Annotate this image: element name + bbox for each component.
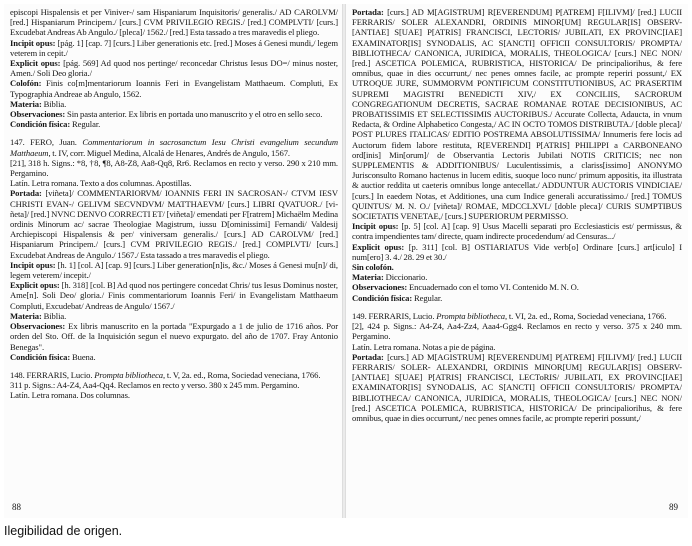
left-page-text [10, 7, 338, 401]
entry-148-incipit: Incipit opus: [p. 5] [col. A] [cap. 9] Usus Macelli separati pro Ecclesiasticis est/ permissus, & contra impendientes tam/ directe, quam indirecte procedendum/ ad Censuras.../ [352, 221, 682, 242]
entry-146-materia: Materia: Biblia. [10, 98, 67, 109]
entry-146-incipit: Incipit opus: [pág. 1] [cap. 7] [curs.] Liber generationis etc. [red.] Moses á Genesi mundi,/ legem veterem in cepit./ [10, 37, 338, 58]
entry-147-heading: 147. FERO, Juan. Commentariorum in sacrosanctum Iesu Christi evangelium secundum Matthaeum, t. IV, corr. Miguel Medina, Alcalá de Henares, Andrés de Angulo, 1567. [10, 137, 338, 158]
entry-149-letter: Latín. Letra romana. Notas a pie de página. [352, 341, 496, 352]
entry-149-signs: [2], 424 p. Signs.: A4-Z4, Aa4-Zz4, Aaa4-Ggg4. Reclamos en recto y verso. 375 x 240 mm. Pergamino. [352, 321, 682, 342]
entry-147-portada: Portada: [viñeta]/ COMMENTARIORVM/ IOANNIS FERI IN SACROSAN-/ CTVM IESV CHRISTI EVAN-/ GELIVM SECVNDVM/ MATTHAEVM/ [curs.] LIBRI QVATUOR./ [vi-ñeta]/ [red.] NVNC DENVO CORRECTI ET/ [viñeta]/ emendati per F[ratrem] Michaëlm Medina ordinis Minorum ac/ sacrae Theologiae Magistrum, iussu D[ominissimi] Fernandi/ Valdesij Archiepiscopi Hispalensis & per/ viniversam generalis./ [curs.] AD CAROLVM/ [red.] Hispaniarum Principem./ [curs.] CVM PRIVILEGIO REGIS./ [red.] COMPLVTI/ [curs.] Excudebat Andreas de Angulo./ 1567./ Esta tassado a tres maravedis el pliego. [10, 188, 338, 260]
left-page [4, 4, 342, 518]
entry-148-materia: Materia: Diccionario. [352, 272, 428, 283]
right-page [346, 4, 688, 518]
entry-148-condicion: Condición física: Regular. [352, 292, 443, 303]
footer-note: Ilegibilidad de origen. [4, 524, 123, 538]
entry-147-observaciones: Observaciones: Ex libris manuscrito en la portada "Expurgado a 1 de julio de 1716 años. Por orden del Sto. Off. de la Inquisición segun el nuevo expurgato. del año de 1707. Fray Antonio Benegas". [10, 321, 338, 352]
entry-149-heading: 149. FERRARIS, Lucio. Prompta bibliotheca, t. VI, 2a. ed., Roma, Sociedad veneciana, 1766. [352, 310, 667, 321]
entry-146-observaciones: Observaciones: Sin pasta anterior. Ex libris en portada uno manuscrito y el otro en sello seco. [10, 109, 323, 120]
entry-147-materia: Materia: Biblia. [10, 310, 67, 321]
entry-148-portada: Portada: [curs.] AD M[AGISTRUM] R[EVERENDUM] P[ATREM] F[ILIVM]/ [red.] LUCII FERRARIS/ SOLER ALEXANDRI, ORDINIS MINOR[UM] REGULAR[IS] OBSERV-[ANTIAE] S[UAE] P[ATRIS] FRANCISCI, LECTORIS/ JUBILATI, EX PROVINC[IAE] EXAMINATOR[IS] SYNODALIS, AC S[ANCTI] OFFICII CONSULTORIS/ PROMPTA/ BIBLIOTHECA/ CANONICA, JURIDICA, MORALIS, THEOLOGICA/ [curs.] NEC NON/ [red.] ASCETICA POLEMICA, RUBRISTICA, HISTORICA/ De principaliorihus, & fere omnibus, quae in dies occurrunt,/ nec penes omnes facile, ac prompte reperiri possunt,/ EX UTROQUE JURE, SUMMORVM PONTIFICUM CONSTITUTIONIBUS, AC PRASERTIM SUPREMI MAGISTRI BENEDICTI XIV,/ EX CONCILIIS, SACRORUM CONGREGATIONUM DECRETIS, SACRAE ROMANAE ROTAE DECISIONIBUS, AC PROBATISSIMIS ET SELECTISSIMIS AUCTORIBUS./ Accurate Collecta, Adaucta, in vnum Redacta, & Ordine Alphabetico Congesta,/ AC IN OCTO TOMOS DISTRIBUTA./ [doble pleca]/ POST PLURES ITALICAS/ EDITIO POSTREMA ABSOLUTISSIMA/ Innumeris fere locis ad Auctorum fidem labore restituta, R[EVERENDI] P[ATRIS] PHILIPPI a CARBONEANO ord[inis] Min[orum]/ de Observantia Lectoris Jubilati NOTIS CRITICIS; nec non SUPPLEMENTIS & ADDITIONIBUS/ Luculentissimis, a clariss[issimo] ANONYMO Jurisconsulto Romano hactenus in lucem editis, suoque loco nunc/ primum appositis, ita illustrata & auctior reddita ut caeteris omnibus longe antecellat./ ADDUNTUR AUCTORIS VINDICIAE/ [curs.] In eaedem Notas, et Additiones, una cum Indice generali accuratissimo./ [red.] TOMUS QUINTUS/ M. N. O./ [viñeta]/ ROMAE, MDCCLXVI./ [doble pleca]/ CURIS SUMPTIBUS SOCIETATIS VENETAE,/ [curs.] SUPERIORUM PERMISSO. [352, 7, 682, 222]
entry-148-heading: 148. FERRARIS, Lucio. Prompta bibliotheca, t. V, 2a. ed., Roma, Sociedad veneciana, 1766. [10, 369, 321, 380]
entry-148-letter: Latín. Letra romana. Dos columnas. [10, 390, 130, 401]
entry-146-portada-tail: episcopi Hispalensis et per Viniver-/ sam Hispaniarum Inquisitoris/ generalis./ AD CAROLVM/ [red.] Hispaniarum Principem./ [curs.] CVM PRIVILEGIO REGIS./ [red.] COMPLVTI/ [curs.] Excudebat Andreas Ab Angulo./ [pleca]/ 1562./ [red.] Esta tassado a tres maravedis el pliego. [10, 7, 338, 38]
entry-147-signs: [21], 318 h. Signs.: *8, †8, ¶8, A8-Z8, Aa8-Qq8, Rr6. Reclamos en recto y verso. 290 x 210 mm. Pergamino. [10, 157, 338, 179]
page-number-left: 88 [12, 502, 21, 512]
entry-146-explicit: Explicit opus: [pág. 569] Ad quod nos pertinge/ reconcedar Christus Iesus DO=/ minus noster, Amen./ Soli Deo gloria./ [10, 58, 338, 79]
entry-146-colophon: Colofón: Finis co[m]mentariorum Ioannis Feri in Evangelistam Matthaeum. Compluti, Ex Typographia Andreae ab Angulo, 1562. [10, 78, 338, 99]
entry-148-signs: 311 p. Signs.: A4-Z4, Aa4-Qq4. Reclamos en recto y verso. 380 x 245 mm. Pergamino. [10, 380, 300, 391]
entry-148-explicit: Explicit opus: [p. 311] [col. B] OSTIARIATUS Vide verb[o] Ordinare [curs.] art[iculo] I num[ero] 3. 4./ 28. 29 et 30./ [352, 241, 682, 262]
entry-147-condicion: Condición física: Buena. [10, 351, 96, 362]
entry-148-colophon: Sin colofón. [352, 262, 394, 273]
entry-149-portada: Portada: [curs.] AD M[AGISTRUM] R[EVERENDUM] P[ATREM] F[ILIVM]/ [red.] LUCII FERRARIS/ SOLER- ALEXANDRI, ORDINIS MINOR[UM] REGULAR[IS] OBSERV-[ANTIAE] S[UAE] P[ATRIS] FRANCISCI, LECToRIS/ JUBILATI, EX PROVINC[IAE] EXAMINATOR[IS] SYNODALIS, AC S[ANCTI] OFFICII CONSULTORIS/ PROMPTA/ BIBLIOTHECA/ CANONICA, JURIDICA, MORALIS, THEOLOGICA/ [curs.] NEC NON/ [red.] ASCETICA POLEMICA, RUBRISTICA, HISTORICA/ De principaliorihus, & fere omnibus, quae in dies occurrunt,/ nec penes omnes facile, ac prompte reperiri possunt,/ [352, 351, 682, 423]
page-number-right: 89 [669, 502, 678, 512]
entry-148-observaciones: Observaciones: Encuadernado con el tomo VI. Contenido M. N. O. [352, 282, 579, 293]
entry-147-letter: Latín. Letra romana. Texto a dos columnas. Apostillas. [10, 178, 192, 189]
right-page-text [352, 7, 682, 423]
entry-147-incipit: Incipit opus: [h. 1] [col. A] [cap. 9] [curs.] Liber generation[n]is, &c./ Moses á Genesi mu[n]/ di, legem veterem/ incepit./ [10, 259, 338, 281]
book-spread [4, 4, 688, 518]
entry-147-explicit: Explicit opus: [h. 318] [col. B] Ad quod nos pertingere concedat Chris/ tus Iesus Dominus noster, Ame[n]. Soli Deo/ gloria./ Finis commentariorum Ioannis Feri/ in Evangelistam Matthaeum Compluti, Excudebat/ Andreas de Angulo/ 1567./ [10, 280, 338, 311]
entry-146-condicion: Condición física: Regular. [10, 119, 101, 130]
